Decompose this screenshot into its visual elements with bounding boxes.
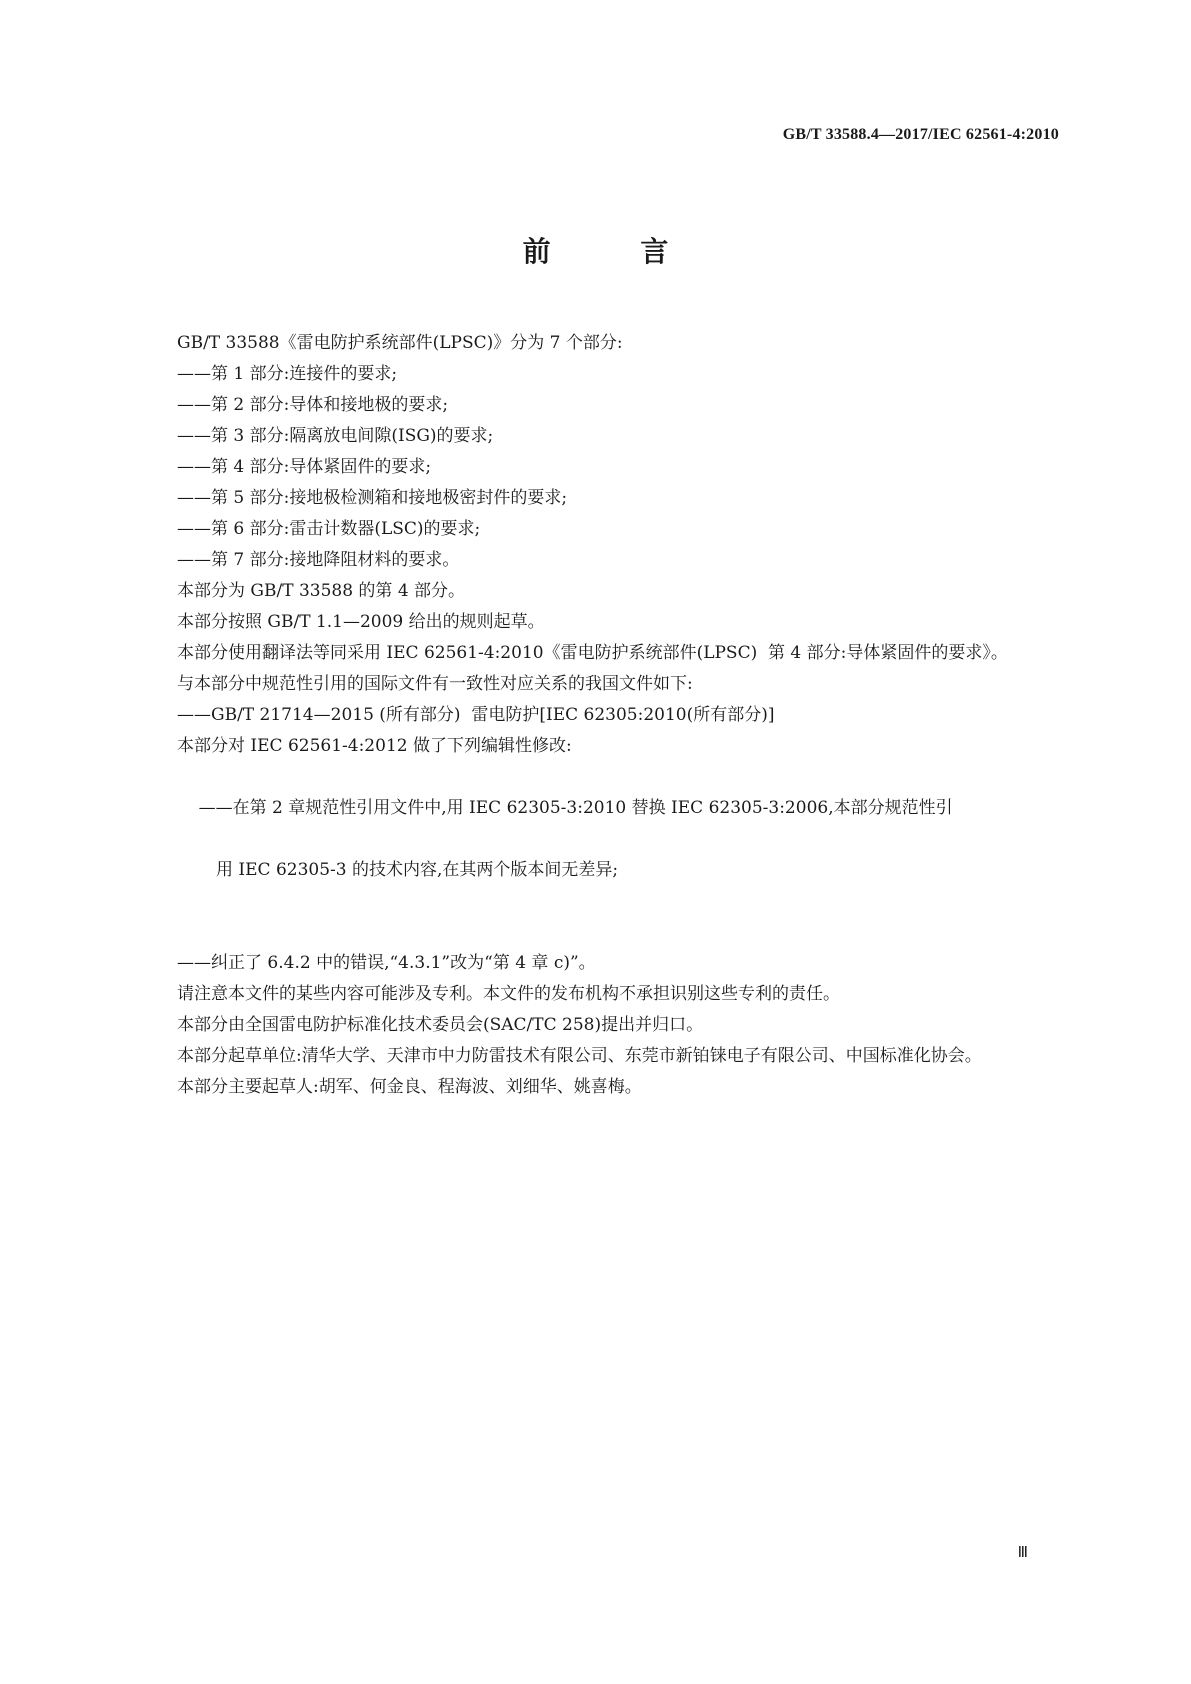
list-item-part-5: ——第 5 部分:接地极检测箱和接地极密封件的要求; <box>177 488 568 508</box>
list-item-modification-1-line-1: ——在第 2 章规范性引用文件中,用 IEC 62305-3:2010 替换 IEC 62305-3:2006,本部分规范性引 <box>198 798 953 818</box>
standard-code: GB/T 33588.4—2017/IEC 62561-4:2010 <box>782 126 1059 143</box>
paragraph-drafters: 本部分主要起草人:胡军、何金良、程海波、刘细华、姚喜梅。 <box>177 1077 642 1097</box>
list-item-part-1: ——第 1 部分:连接件的要求; <box>177 364 398 384</box>
paragraph-modifications: 本部分对 IEC 62561-4:2012 做了下列编辑性修改: <box>177 736 572 756</box>
paragraph-drafting-units: 本部分起草单位:清华大学、天津市中力防雷技术有限公司、东莞市新铂铼电子有限公司、中国标准化协会。 <box>177 1046 982 1066</box>
paragraph-intro: GB/T 33588《雷电防护系统部件(LPSC)》分为 7 个部分: <box>177 333 623 353</box>
foreword-body <box>124 328 1060 1103</box>
paragraph-correspondence: 与本部分中规范性引用的国际文件有一致性对应关系的我国文件如下: <box>177 674 693 694</box>
list-item-modification-1 <box>124 762 1060 948</box>
page-number: Ⅲ <box>1017 1545 1028 1561</box>
paragraph-proposer: 本部分由全国雷电防护标准化技术委员会(SAC/TC 258)提出并归口。 <box>177 1015 704 1035</box>
list-item-modification-2: ——纠正了 6.4.2 中的错误,“4.3.1”改为“第 4 章 c)”。 <box>177 953 596 973</box>
list-item-part-6: ——第 6 部分:雷击计数器(LSC)的要求; <box>177 519 481 539</box>
page-title: 前 言 <box>522 235 709 268</box>
list-item-part-4: ——第 4 部分:导体紧固件的要求; <box>177 457 432 477</box>
list-item-part-7: ——第 7 部分:接地降阻材料的要求。 <box>177 550 460 570</box>
paragraph-patent-notice: 请注意本文件的某些内容可能涉及专利。本文件的发布机构不承担识别这些专利的责任。 <box>177 984 840 1004</box>
list-item-modification-1-line-2: 用 IEC 62305-3 的技术内容,在其两个版本间无差异; <box>216 860 619 880</box>
list-item-correspondence: ——GB/T 21714—2015 (所有部分) 雷电防护[IEC 62305:2010(所有部分)] <box>177 705 775 725</box>
list-item-part-3: ——第 3 部分:隔离放电间隙(ISG)的要求; <box>177 426 494 446</box>
paragraph-drafting-rules: 本部分按照 GB/T 1.1—2009 给出的规则起草。 <box>177 612 545 632</box>
paragraph-adoption: 本部分使用翻译法等同采用 IEC 62561-4:2010《雷电防护系统部件(LPSC) 第 4 部分:导体紧固件的要求》。 <box>177 643 1008 663</box>
paragraph-part-number: 本部分为 GB/T 33588 的第 4 部分。 <box>177 581 466 601</box>
list-item-part-2: ——第 2 部分:导体和接地极的要求; <box>177 395 449 415</box>
